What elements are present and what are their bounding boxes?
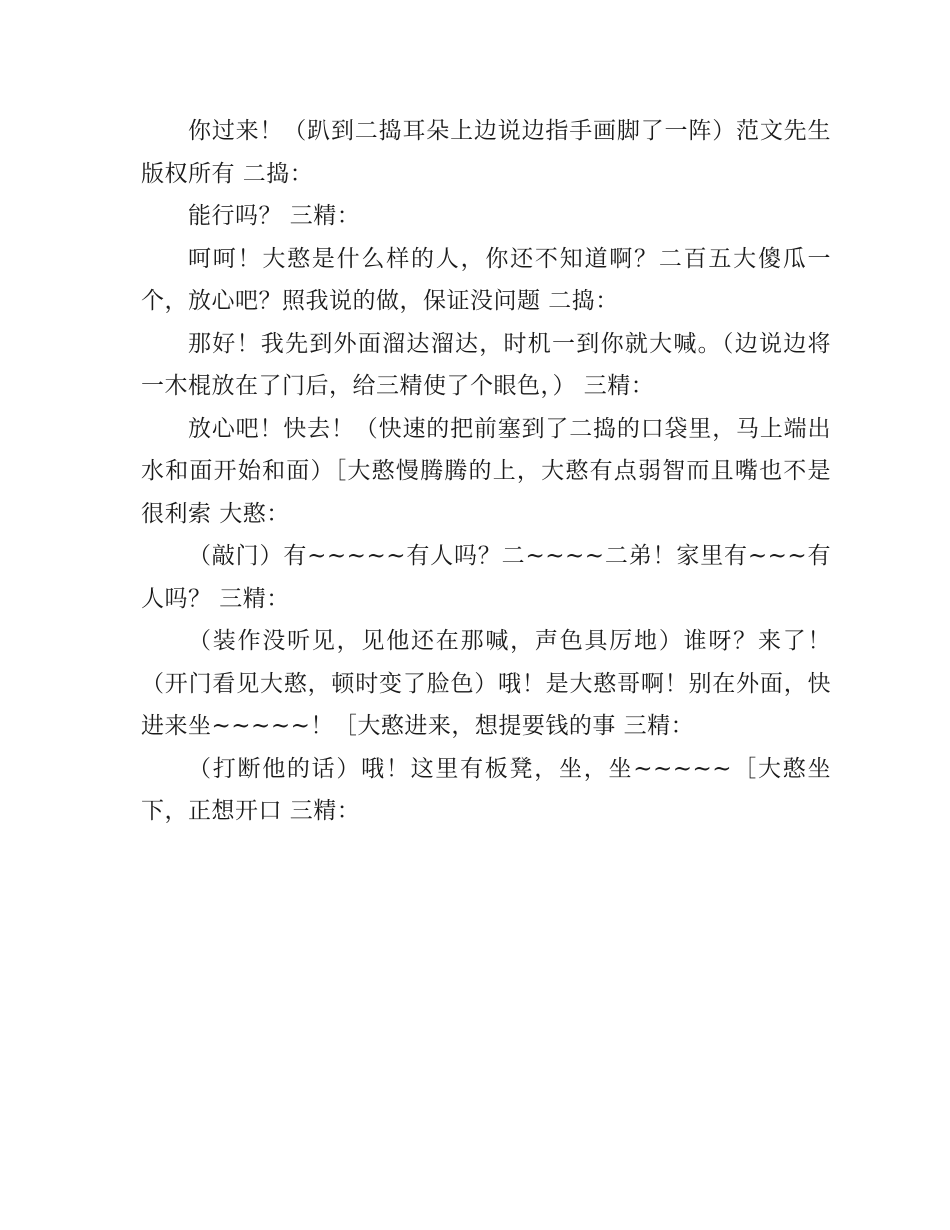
- paragraph-5: 放心吧！快去！（快速的把前塞到了二捣的口袋里，马上端出水和面开始和面）［大憨慢腾腾的上，大憨有点弱智而且嘴也不是很利索 大憨：: [141, 415, 831, 527]
- paragraph-6: （敲门）有~~~~~有人吗？二~~~~二弟！家里有~~~有人吗？ 三精：: [141, 543, 831, 612]
- paragraph-4: 那好！我先到外面溜达溜达，时机一到你就大喊。（边说边将一木棍放在了门后，给三精使了个眼色，） 三精：: [141, 330, 831, 399]
- script-text: [141, 110, 831, 833]
- paragraph-7: （装作没听见，见他还在那喊，声色具厉地）谁呀？来了！（开门看见大憨，顿时变了脸色）哦！是大憨哥啊！别在外面，快进来坐~~~~~！［大憨进来，想提要钱的事 三精：: [141, 628, 831, 739]
- paragraph-1: 你过来！（趴到二捣耳朵上边说边指手画脚了一阵）范文先生版权所有 二捣：: [141, 118, 831, 187]
- paragraph-3: 呵呵！大憨是什么样的人，你还不知道啊？二百五大傻瓜一个，放心吧？照我说的做，保证没问题 二捣：: [141, 245, 831, 314]
- paragraph-2: 能行吗？ 三精：: [188, 203, 361, 229]
- paragraph-8: （打断他的话）哦！这里有板凳，坐，坐~~~~~［大憨坐下，正想开口 三精：: [141, 755, 831, 824]
